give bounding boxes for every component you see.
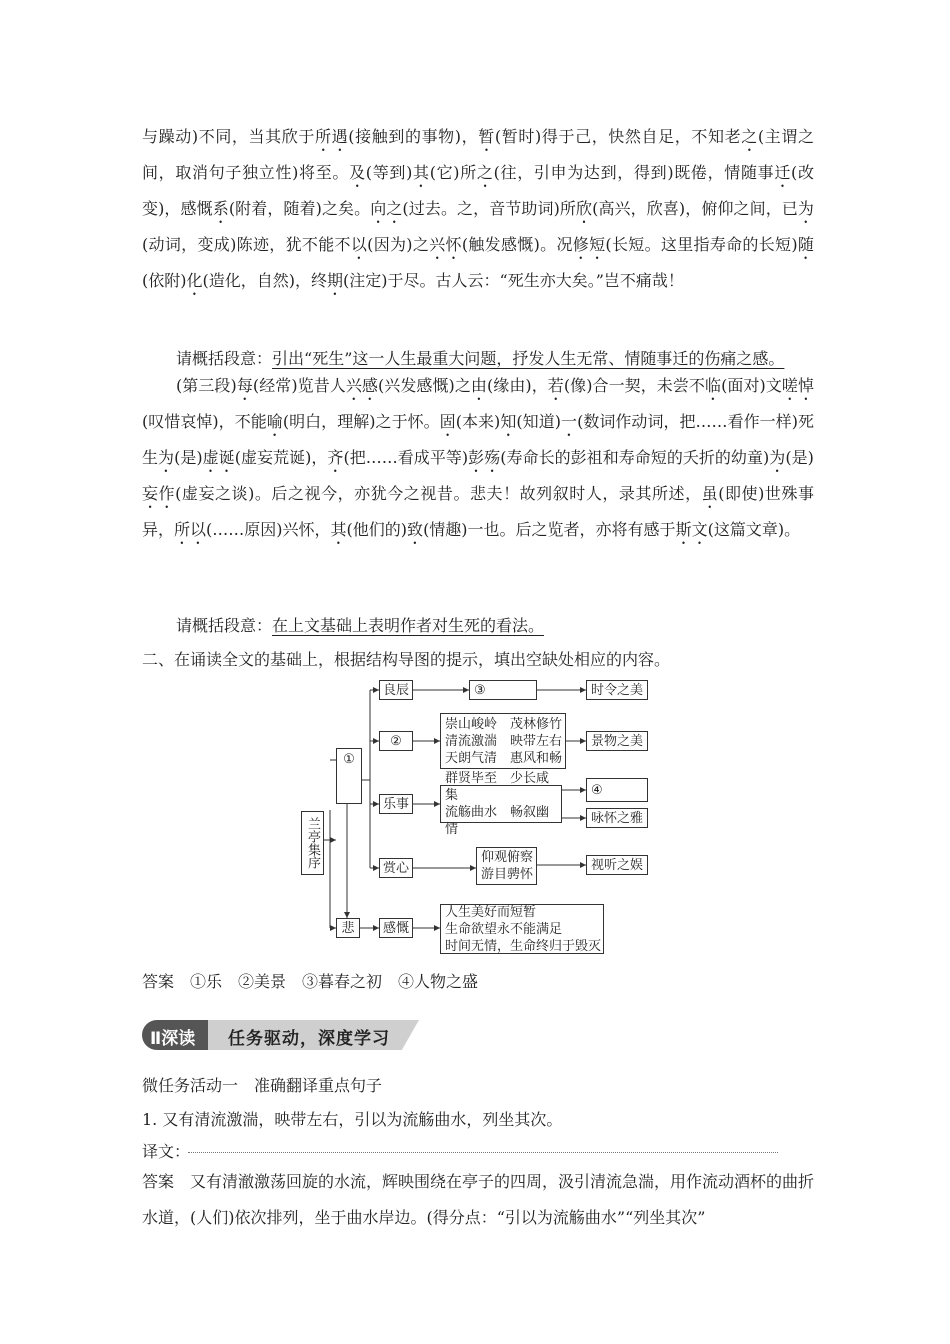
diagram-gather-line: 群贤毕至 少长咸集 [445, 771, 550, 803]
passage-text: (数词作动词，把……看作一样)死生 [142, 412, 814, 467]
diagram-leshi: 乐事 [379, 794, 413, 814]
translation-label: 译文： [142, 1142, 191, 1161]
passage-text: (它)所 [429, 163, 477, 182]
annotated-word: 临 [705, 376, 722, 395]
answer-1: 答案 ①乐 ②美景 ③暮春之初 ④人物之盛 [142, 972, 479, 991]
annotated-word: 化 [186, 271, 203, 290]
diagram-shiling: 时令之美 [586, 680, 648, 700]
diagram-scene-line: 清流激湍 映带左右 [445, 733, 563, 749]
passage-text: (他们的) [346, 520, 408, 539]
annotated-word: 系 [212, 199, 229, 218]
annotated-word: 向之 [370, 199, 403, 218]
annotated-word: 为 [797, 199, 814, 218]
passage-text: (等到) [365, 163, 413, 182]
annotated-word: 固 [439, 412, 456, 431]
annotated-word: 兴感 [345, 376, 378, 395]
passage-text: (第三段) [176, 376, 237, 395]
diagram-scene-line: 天朗气清 惠风和畅 [445, 750, 563, 766]
diagram-node-3: ③ [469, 680, 537, 700]
summary-1-label: 请概括段意： [176, 349, 273, 368]
diagram-scene-line: 崇山峻岭 茂林修竹 [445, 716, 563, 732]
passage-text: (主谓之间，取消句子独立性)将至。 [142, 127, 814, 182]
diagram-gather-line: 流觞曲水 畅叙幽情 [445, 805, 550, 837]
diagram-node-1: ① [336, 748, 362, 804]
annotated-word: 欣 [576, 199, 593, 218]
passage-text: (经常)览昔人 [252, 376, 346, 395]
passage-text: (暂时)得于己，快然自足，不知老 [494, 127, 742, 146]
passage-text: (往，引申为达到，得到)既倦，情随事 [493, 163, 775, 182]
passage-text: (本来) [455, 412, 501, 431]
passage-text: (附着，随着)之矣。 [228, 199, 371, 218]
diagram-life-line: 生命欲望永不能满足 [445, 921, 563, 937]
annotated-word: 一 [560, 412, 578, 431]
diagram-shiting: 视听之娱 [586, 855, 648, 875]
annotated-word: 暂 [478, 127, 495, 146]
passage-text: (兴发感慨)之 [377, 376, 471, 395]
passage-text: (虚妄荒诞)， [234, 448, 328, 467]
annotated-word: 致 [407, 520, 424, 539]
passage-text: (像)合一契，未尝不 [563, 376, 705, 395]
annotated-word: 之 [741, 127, 758, 146]
annotated-word: 所遇 [315, 127, 349, 146]
annotated-word: 及 [349, 163, 366, 182]
annotated-word: 嗟悼 [781, 376, 814, 395]
annotated-word: 为 [158, 448, 175, 467]
annotated-word: 所以 [174, 520, 207, 539]
diagram-bei: 悲 [336, 918, 360, 938]
diagram-life-line: 时间无情，生命终归于毁灭 [445, 938, 602, 954]
annotated-word: 每 [236, 376, 253, 395]
diagram-life-box [440, 904, 604, 954]
annotated-word: 虚诞 [202, 448, 235, 467]
summary-1-text: 引出“死生”这一人生最重大问题，抒发人生无常、情随事迁的伤痛之感。 [272, 349, 785, 368]
diagram-look-box [476, 847, 537, 885]
annotated-word: 之 [476, 163, 494, 182]
passage-text: (缘由)， [486, 376, 548, 395]
diagram-scene-box [440, 713, 566, 769]
answer-2: 答案 又有清澈激荡回旋的水流，辉映围绕在亭子的四周，汲引清流急湍，用作流动酒杯的曲折水道，(人们)依次排列，坐于曲水岸边。(得分点：“引以为流觞曲水”“列坐其次” [142, 1172, 815, 1227]
diagram-look-line: 仰观俯察 [481, 850, 534, 865]
diagram-gather-box [440, 771, 562, 837]
diagram-life-line: 人生美好而短暂 [445, 904, 537, 920]
passage-text: (接触到的事物)， [348, 127, 479, 146]
diagram-node-2: ② [379, 731, 413, 751]
diagram-yonghuai: 咏怀之雅 [586, 808, 648, 828]
annotated-word: 其 [412, 163, 430, 182]
passage-text: (虚妄之谈)。后之视今，亦犹今之视昔。悲夫！故列叙时人，录其所述， [175, 484, 702, 503]
annotated-word: 期 [327, 271, 344, 290]
summary-2-text: 在上文基础上表明作者对生死的看法。 [272, 616, 545, 635]
question-2: 二、在诵读全文的基础上，根据结构导图的提示，填出空缺处相应的内容。 [142, 650, 671, 669]
annotated-word: 若 [547, 376, 564, 395]
diagram-jingwu: 景物之美 [586, 731, 648, 751]
passage-text: (即使)世殊事异， [142, 484, 814, 539]
passage-text: (叹惜哀悼)，不能 [142, 412, 267, 431]
annotated-word: 齐 [327, 448, 344, 467]
passage-text: (情趣)一也。后之览者，亦将有感于 [423, 520, 676, 539]
annotated-word: 彭殇 [468, 448, 501, 467]
passage-text: (知道) [516, 412, 561, 431]
annotated-word: 随 [797, 235, 814, 254]
passage-text: (高兴，欣喜)，俯仰之间，已 [592, 199, 798, 218]
annotated-word: 以 [350, 235, 368, 254]
diagram-root: 兰亭集序 [301, 811, 324, 875]
passage-text: (是) [174, 448, 203, 467]
summary-2-label: 请概括段意： [176, 616, 273, 635]
passage-text: (触发感慨)。况 [461, 235, 573, 254]
annotated-word: 修短 [572, 235, 606, 254]
diagram-node-4: ④ [586, 778, 648, 802]
banner-tag-text: Ⅱ深读 [150, 1029, 196, 1049]
diagram-gankai: 感慨 [379, 918, 413, 938]
passage-text: (依附) [142, 271, 187, 290]
section-banner [142, 1020, 422, 1050]
passage-text: (改变)，感慨 [142, 163, 814, 218]
question-1: 1. 又有清流激湍，映带左右，引以为流觞曲水，列坐其次。 [142, 1110, 563, 1129]
passage-text: (寿命长的彭祖和寿命短的夭折的幼童) [500, 448, 770, 467]
annotated-word: 其 [330, 520, 347, 539]
passage-text: (动词，变成)陈迹，犹不能不 [142, 235, 351, 254]
diagram-look-line: 游目骋怀 [481, 867, 534, 882]
task-title: 微任务活动一 准确翻译重点句子 [142, 1076, 383, 1095]
passage-text: (面对)文 [721, 376, 782, 395]
diagram-shangxin: 赏心 [379, 858, 413, 878]
passage-text: (明白，理解)之于怀。 [282, 412, 440, 431]
banner-title: 任务驱动，深度学习 [228, 1029, 390, 1049]
passage-text: (是) [785, 448, 814, 467]
passage-text: (造化，自然)，终 [202, 271, 328, 290]
annotated-word: 妄作 [142, 484, 176, 503]
passage-text: (过去。之，音节助词)所 [402, 199, 577, 218]
passage-text: (这篇文章)。 [707, 520, 801, 539]
passage-text: 与躁动)不同，当其欣于 [142, 127, 316, 146]
passage-text: (因为)之 [367, 235, 430, 254]
passage-text: (注定)于尽。古人云：“死生亦大矣。”岂不痛哉！ [343, 271, 684, 290]
annotated-word: 斯文 [675, 520, 708, 539]
annotated-word: 迁 [774, 163, 792, 182]
annotated-word: 喻 [266, 412, 283, 431]
passage-text: (长短。这里指寿命的长短) [605, 235, 798, 254]
annotated-word: 兴怀 [429, 235, 462, 254]
passage-text: (把……看成平等) [343, 448, 469, 467]
annotated-word: 虽 [701, 484, 719, 503]
annotated-word: 知 [500, 412, 517, 431]
translation-blank-line[interactable] [188, 1152, 778, 1153]
passage-text: (……原因)兴怀， [206, 520, 331, 539]
diagram-liangchen: 良辰 [379, 680, 413, 700]
annotated-word: 为 [769, 448, 786, 467]
annotated-word: 由 [470, 376, 487, 395]
